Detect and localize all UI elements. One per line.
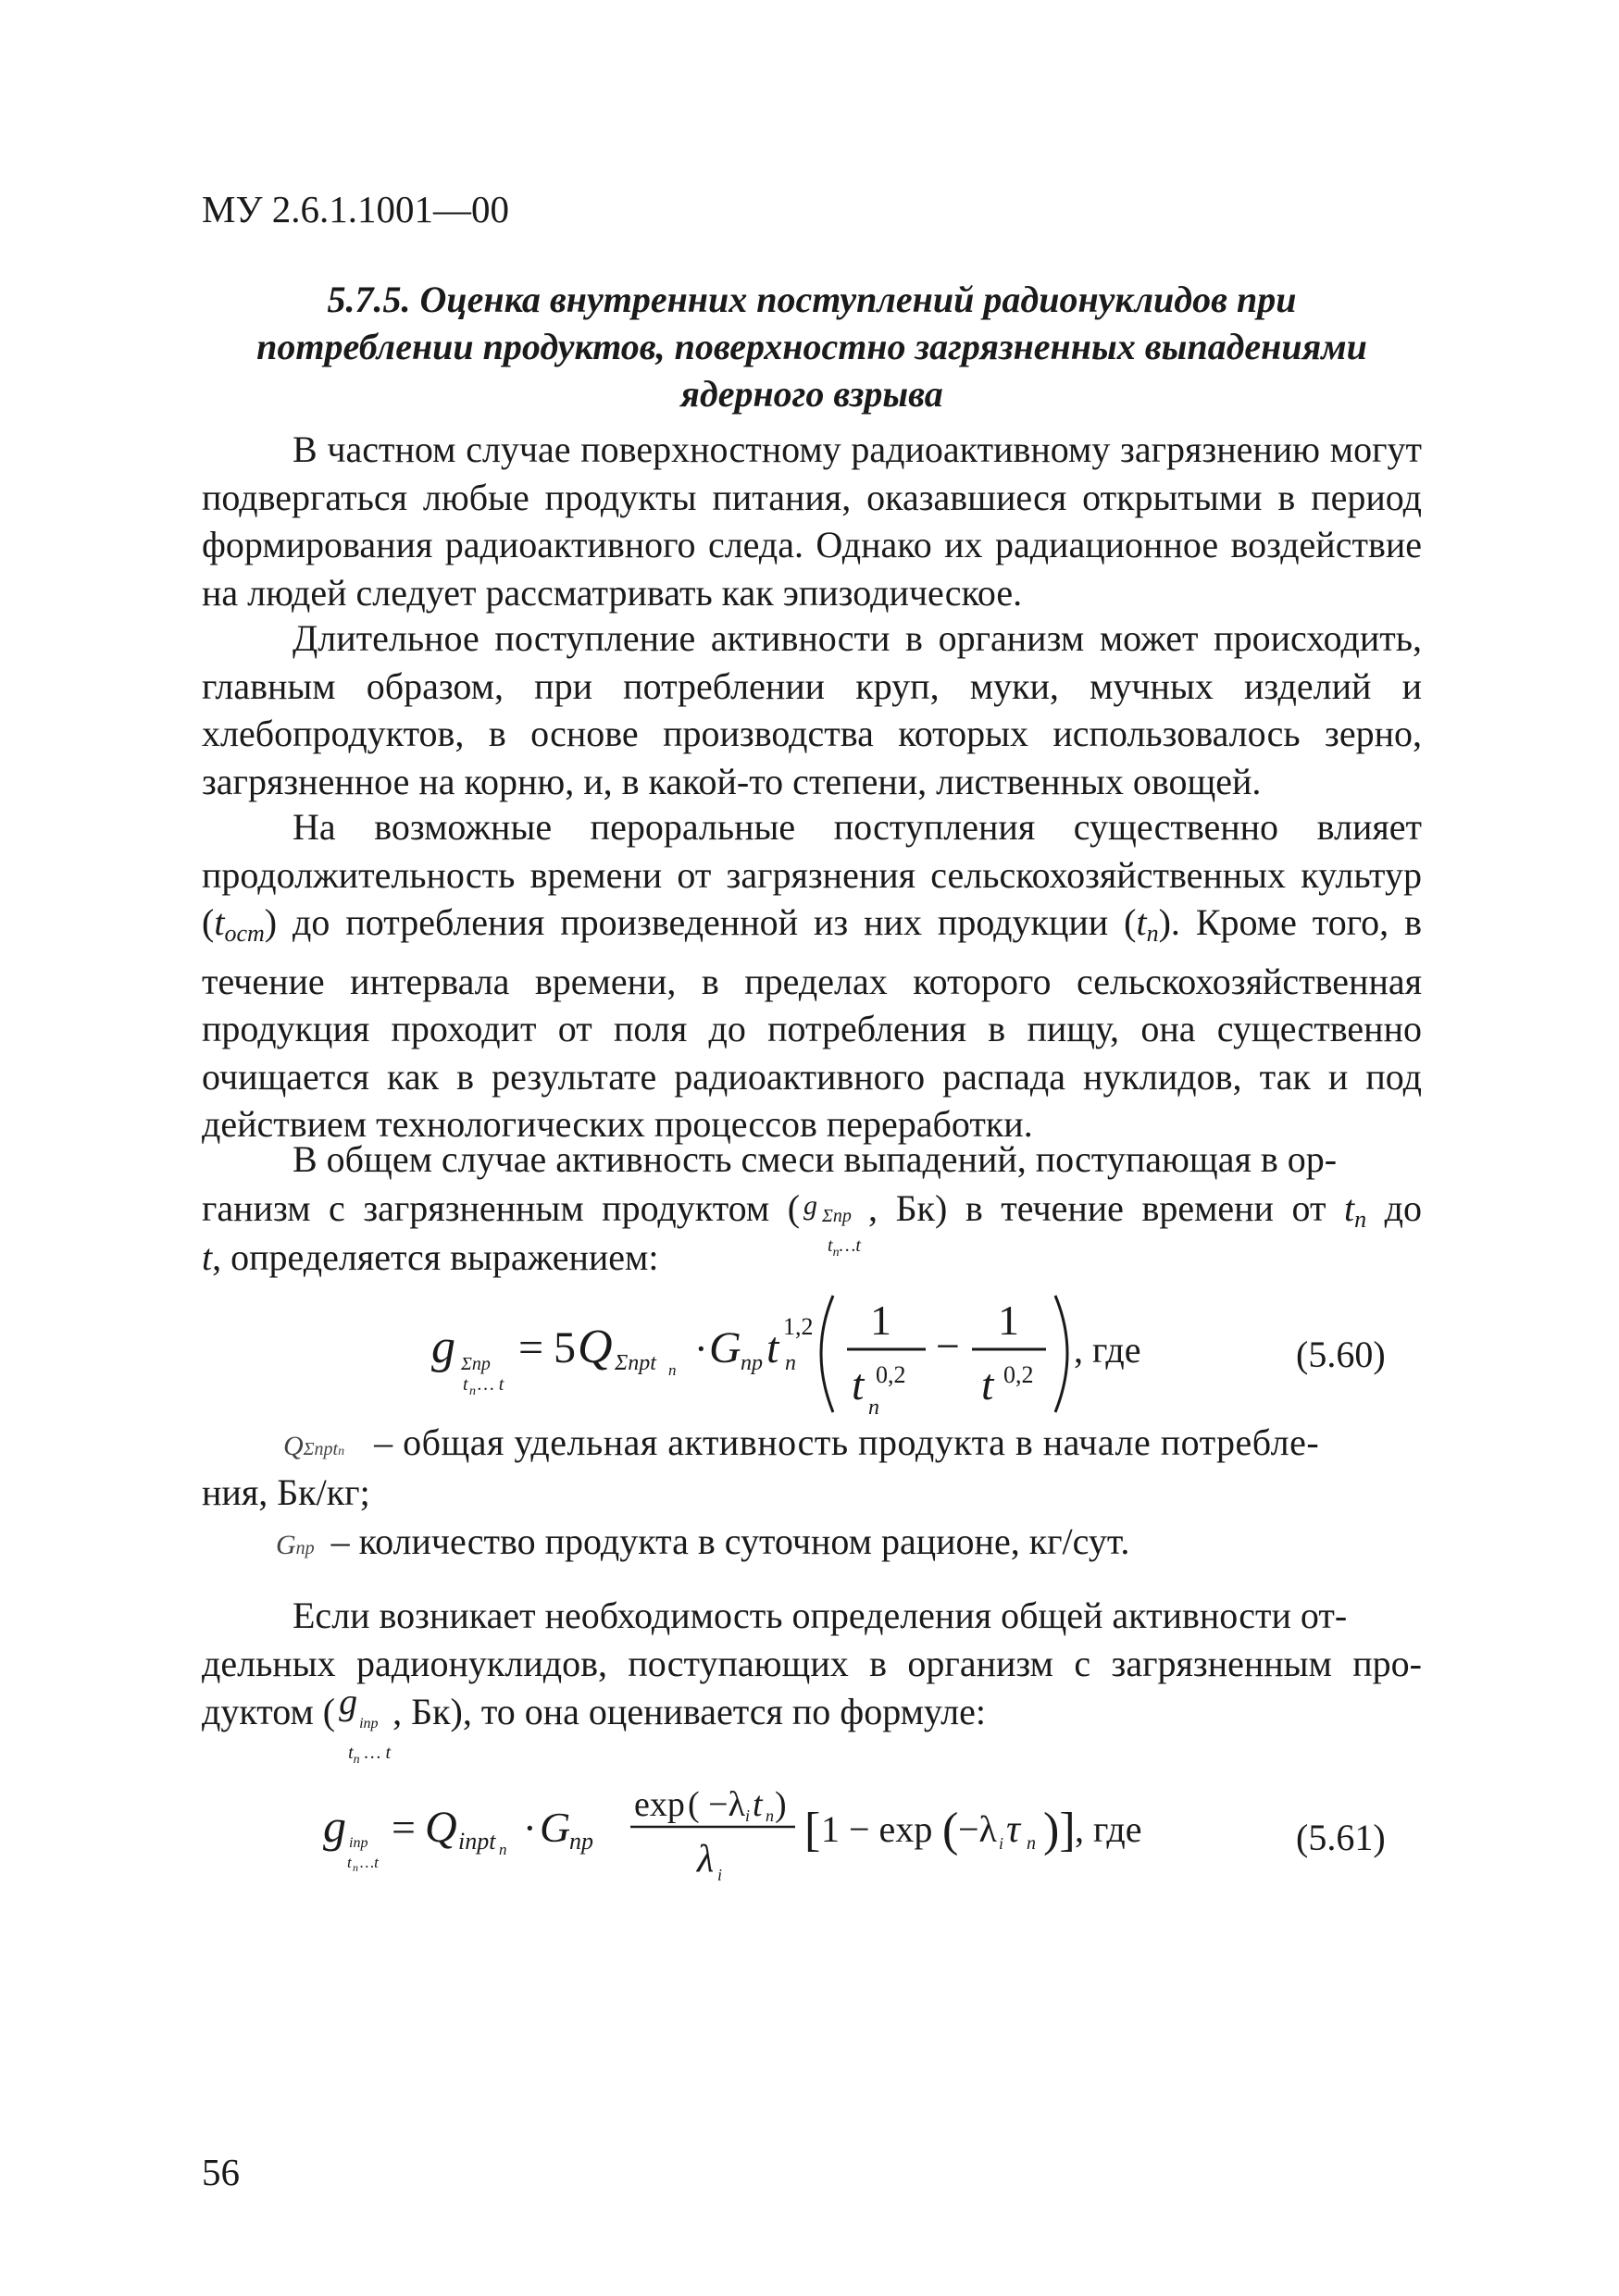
definition-q-cont: ния, Бк/кг; [202, 1471, 370, 1513]
formula-coefficient: 5 [554, 1323, 576, 1372]
paragraph-5: Если возникает необходимость определения общей активности от- дельных радионуклидов, поступающих в организм с загрязненным про- дуктом ( g inp $t_n$ … t , Бк), то она оценивается по формуле: [202, 1595, 1422, 1767]
formula-where: , где [1074, 1329, 1141, 1371]
paragraph-1: В частном случае поверхностному радиоактивному загрязнению могут подвергаться любые продукты питания, оказавшиеся открытыми в период формирования радиоактивного следа. Однако их радиационное воздействие на людей следует рассматривать как эпизодическое. [202, 428, 1422, 614]
svg-text:(: ( [942, 1804, 959, 1856]
equation-number-5-61: (5.61) [1296, 1817, 1386, 1858]
svg-text:i: i [745, 1806, 751, 1825]
svg-text:): ) [775, 1785, 787, 1824]
svg-text:·: · [694, 1326, 708, 1371]
one-minus-exp: 1 − exp [821, 1808, 933, 1850]
paragraph-4: В общем случае активность смеси выпадений, поступающая в ор- ганизм с загрязненным продуктом ( g Σnp $t_n\dots t$ , Бк) в течение времени от $t_n$ до [202, 1138, 1422, 1260]
svg-text:n: n [868, 1396, 879, 1420]
svg-text:n: n [469, 1384, 476, 1398]
svg-text:i: i [999, 1834, 1004, 1853]
svg-text:n: n [785, 1351, 796, 1375]
g-inp-symbol: g inp $t_n$ … t [339, 1681, 391, 1767]
svg-text:τ: τ [1006, 1808, 1021, 1851]
fraction-2-numerator: 1 [998, 1297, 1019, 1344]
svg-text:g: g [431, 1321, 455, 1373]
svg-text:n: n [766, 1806, 774, 1825]
svg-text:=: = [518, 1323, 544, 1372]
g-np-symbol: Gnp [276, 1530, 315, 1560]
heading-line-3: ядерного взрыва [680, 373, 943, 415]
equation-number-5-60: (5.60) [1296, 1334, 1386, 1375]
q-symbol: QΣnptn [283, 1431, 345, 1461]
svg-text:λ: λ [697, 1838, 715, 1880]
svg-text:g: g [323, 1800, 346, 1852]
heading-line-2: потреблении продуктов, поверхностно загрязненных выпадениями [256, 326, 1367, 367]
paragraph-2: Длительное поступление активности в организм может происходить, главным образом, при потреблении круп, муки, мучных изделий и хлебопродуктов, в основе производства которых использовалось зерно, загрязненное на корню, и, в какой-то степени, лиственных овощей. [202, 617, 1422, 802]
formula-2-where: , где [1075, 1808, 1142, 1850]
formula-5-60 [426, 1277, 1203, 1434]
svg-text:n: n [668, 1361, 677, 1379]
svg-text:Σnpt: Σnpt [615, 1351, 656, 1375]
svg-text:t: t [753, 1785, 763, 1824]
svg-text:Q: Q [425, 1803, 457, 1852]
page-number: 56 [202, 2151, 240, 2193]
g-sum-np-symbol: g Σnp $t_n\dots t$ [803, 1189, 861, 1260]
paragraph-3: На возможные пероральные поступления существенно влияет продолжительность времени от загрязнения сельскохозяйственных культур $(t_{ост})$ до потребления произведенной из них продукции $(t_n)$. Кроме того, в течение интервала времени, в пределах которого сельскохозяйственная продукция проходит от поля до потребления в пищу, она существенно очищается как в результате радиоактивного распада нуклидов, так и под действием технологических процессов переработки. [202, 806, 1423, 1145]
definition-g: Gnp – количество продукта в суточном рационе, кг/сут. [276, 1520, 1130, 1562]
paragraph-4-end: t, определяется выражением: [202, 1236, 659, 1278]
fraction-1-power: 0,2 [876, 1361, 906, 1388]
fraction-1-numerator: 1 [870, 1297, 891, 1344]
heading-line-1: 5.7.5. Оценка внутренних поступлений радионуклидов при [327, 279, 1297, 320]
svg-text:n: n [499, 1841, 507, 1858]
svg-text:Q: Q [578, 1321, 613, 1373]
svg-text:0,2: 0,2 [1003, 1361, 1034, 1388]
svg-text:G: G [540, 1804, 571, 1851]
svg-text:)]: )] [1043, 1804, 1076, 1856]
formula-exponent: 1,2 [783, 1313, 814, 1340]
svg-text:G: G [709, 1323, 741, 1372]
document-code: МУ 2.6.1.1001—00 [202, 188, 509, 230]
svg-text:−: − [936, 1322, 960, 1370]
svg-text:n: n [1027, 1833, 1036, 1854]
svg-text:t: t [852, 1360, 865, 1409]
svg-text:−λ: −λ [958, 1808, 997, 1850]
svg-text:t: t [347, 1854, 352, 1871]
svg-text:…t: …t [360, 1854, 379, 1871]
svg-text:( −λ: ( −λ [688, 1785, 746, 1824]
definition-q: QΣnptn – общая удельная активность продукта в начале потребле- [283, 1421, 1320, 1463]
svg-text:n: n [353, 1861, 358, 1874]
svg-text:=: = [392, 1804, 416, 1851]
svg-text:… t: … t [478, 1374, 504, 1395]
exp-label: exp [634, 1785, 685, 1824]
svg-text:np: np [569, 1828, 593, 1855]
section-heading [202, 276, 1422, 417]
svg-text:t: t [981, 1360, 994, 1409]
svg-text:i: i [717, 1866, 723, 1884]
svg-text:inpt: inpt [458, 1828, 496, 1855]
svg-text:inp: inp [349, 1835, 368, 1851]
svg-text:t: t [463, 1374, 468, 1395]
svg-text:np: np [741, 1351, 763, 1375]
svg-text:t: t [766, 1323, 779, 1372]
svg-text:Σnp: Σnp [461, 1354, 491, 1374]
svg-text:[: [ [804, 1804, 821, 1856]
svg-text:·: · [523, 1806, 537, 1851]
formula-5-61 [310, 1777, 1236, 1897]
